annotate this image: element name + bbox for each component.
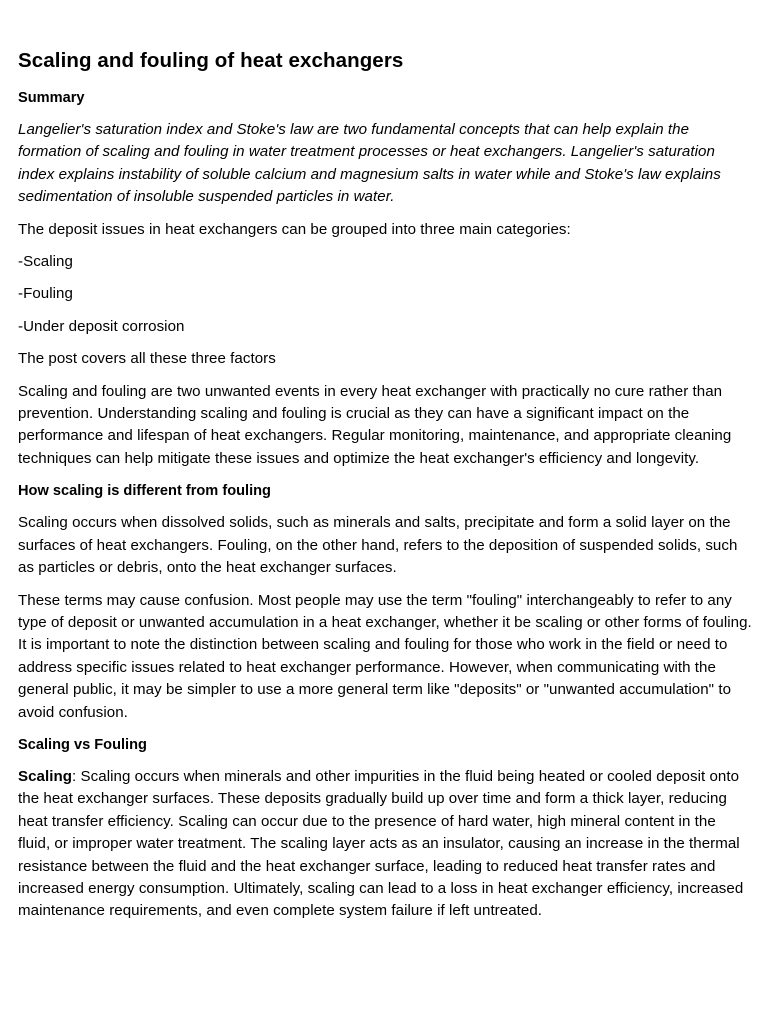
summary-paragraph: Langelier's saturation index and Stoke's law are two fundamental concepts that can help explain the formation of scaling and fouling in water treatment processes or heat exchangers. Langelier's saturation index explains instability of soluble calcium and magnesium salts in water while and Stoke's law explains sedimentation of insoluble suspended particles in water. <box>18 121 721 206</box>
scaling-term-label: Scaling <box>18 767 73 785</box>
scaling-definition-text: : Scaling occurs when minerals and other impurities in the fluid being heated or cooled deposit onto the heat exchanger surfaces. These deposits gradually build up over time and form a thick layer, reducing heat transfer efficiency. Scaling can occur due to the presence of hard water, high mineral content in the fluid, or improper water treatment. The scaling layer acts as an insulator, causing an increase in the thermal resistance between the fluid and the heat exchanger surface, leading to reduced heat transfer rates and increased energy consumption. Ultimately, scaling can lead to a loss in heat exchanger efficiency, increased maintenance requirements, and even complete system failure if left untreated. <box>18 767 744 920</box>
difference-heading: How scaling is different from fouling <box>18 483 271 500</box>
difference-paragraph-2: These terms may cause confusion. Most people may use the term "fouling" interchangeably to refer to any type of deposit or unwanted accumulation in a heat exchanger, whether it be scaling or other forms of fouling. It is important to note the distinction between scaling and fouling for those who work in the field or need to address specific issues related to heat exchanger performance. However, when communicating with the general public, it may be simpler to use a more general term like "deposits" or "unwanted accumulation" to avoid confusion. <box>18 591 752 721</box>
post-covers-paragraph: The post covers all these three factors <box>18 350 276 368</box>
category-item-fouling: -Fouling <box>18 285 73 303</box>
document-page <box>18 47 752 933</box>
difference-paragraph-1: Scaling occurs when dissolved solids, such as minerals and salts, precipitate and form a solid layer on the surfaces of heat exchangers. Fouling, on the other hand, refers to the deposition of suspended solids, such as particles or debris, onto the heat exchanger surfaces. <box>18 514 738 577</box>
scaling-definition-paragraph <box>18 766 752 923</box>
document-title: Scaling and fouling of heat exchangers <box>18 49 404 72</box>
summary-heading: Summary <box>18 90 85 106</box>
scaling-vs-fouling-heading: Scaling vs Fouling <box>18 736 147 753</box>
overview-paragraph: Scaling and fouling are two unwanted events in every heat exchanger with practically no cure rather than prevention. Understanding scaling and fouling is crucial as they can have a significant impact on the performance and lifespan of heat exchangers. Regular monitoring, maintenance, and appropriate cleaning techniques can help mitigate these issues and optimize the heat exchanger's efficiency and longevity. <box>18 382 732 467</box>
category-item-scaling: -Scaling <box>18 253 73 271</box>
category-item-under-deposit-corrosion: -Under deposit corrosion <box>18 317 185 335</box>
intro-paragraph: The deposit issues in heat exchangers can be grouped into three main categories: <box>18 220 571 238</box>
